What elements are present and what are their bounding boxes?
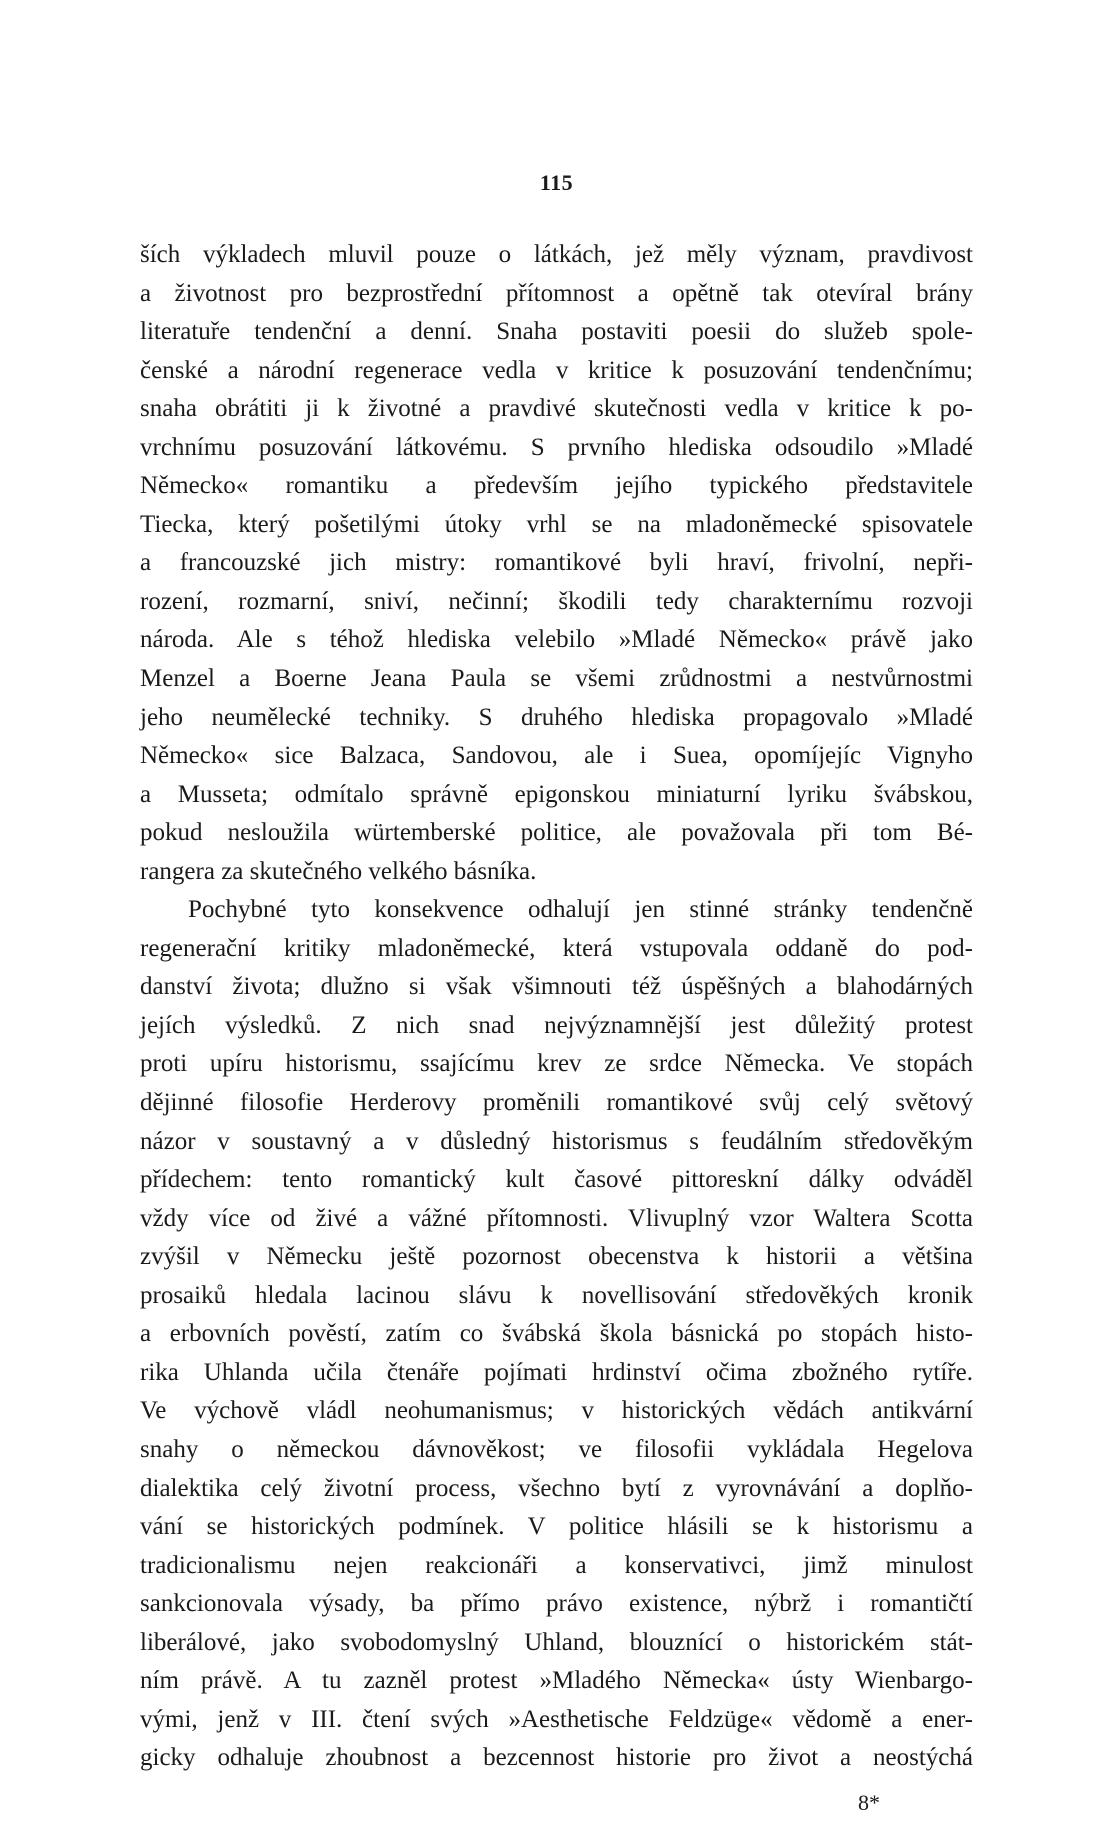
text-line: jeho neumělecké techniky. S druhého hlediska propagovalo »Mladé (140, 703, 973, 731)
text-line: Ve výchově vládl neohumanismus; v historických vědách antikvární (140, 1397, 973, 1425)
text-line: Tiecka, který pošetilými útoky vrhl se na mladoněmecké spisovatele (140, 510, 973, 538)
text-line: rangera za skutečného velkého básníka. (140, 857, 537, 885)
page-number: 115 (539, 170, 574, 195)
text-line: názor v soustavný a v důsledný historismus s feudálním středověkým (140, 1127, 973, 1155)
text-line: snaha obrátiti ji k životné a pravdivé skutečnosti vedla v kritice k po- (140, 395, 973, 423)
text-line: Menzel a Boerne Jeana Paula se všemi zrůdnostmi a nestvůrnostmi (140, 665, 973, 693)
text-line: rika Uhlanda učila čtenáře pojímati hrdinství očima zbožného rytíře. (140, 1358, 973, 1386)
text-line: vždy více od živé a vážné přítomnosti. Vlivuplný vzor Waltera Scotta (140, 1204, 973, 1232)
body-text (140, 236, 973, 1778)
text-line: národa. Ale s téhož hlediska velebilo »Mladé Německo« právě jako (140, 626, 973, 654)
text-line: a francouzské jich mistry: romantikové byli hraví, frivolní, nepři- (140, 549, 973, 577)
text-line: snahy o německou dávnověkost; ve filosofii vykládala Hegelova (140, 1435, 973, 1463)
text-line: danství života; dlužno si však všimnouti též úspěšných a blahodárných (140, 973, 973, 1001)
text-line: Německo« sice Balzaca, Sandovou, ale i Suea, opomíjejíc Vignyho (140, 742, 973, 770)
text-line: a erbovních pověstí, zatím co švábská škola básnická po stopách histo- (140, 1320, 973, 1348)
text-line: přídechem: tento romantický kult časové pittoreskní dálky odváděl (140, 1166, 973, 1194)
text-line: proti upíru historismu, ssajícímu krev ze srdce Německa. Ve stopách (140, 1050, 973, 1078)
text-line: liberálové, jako svobodomyslný Uhland, blouznící o historickém stát- (140, 1628, 973, 1656)
text-line: prosaiků hledala lacinou slávu k novellisování středověkých kronik (140, 1281, 973, 1309)
text-line: sankcionovala výsady, ba přímo právo existence, nýbrž i romantičtí (140, 1590, 973, 1618)
text-line: Německo« romantiku a především jejího typického představitele (140, 472, 973, 500)
text-line: vání se historických podmínek. V politice hlásili se k historismu a (140, 1513, 973, 1541)
signature-mark: 8* (858, 1790, 880, 1815)
text-line: regenerační kritiky mladoněmecké, která vstupovala oddaně do pod- (140, 934, 973, 962)
text-line: gicky odhaluje zhoubnost a bezcennost historie pro život a neostýchá (140, 1744, 973, 1772)
text-line: a Musseta; odmítalo správně epigonskou miniaturní lyriku švábskou, (140, 780, 973, 808)
text-line: jejích výsledků. Z nich snad nejvýznamnější jest důležitý protest (140, 1011, 973, 1039)
text-line: rození, rozmarní, sniví, nečinní; škodili tedy charakternímu rozvoji (140, 587, 973, 615)
text-line: čenské a národní regenerace vedla v kritice k posuzování tendenčnímu; (140, 356, 973, 384)
text-line: zvýšil v Německu ještě pozornost obecenstva k historii a většina (140, 1243, 973, 1271)
text-line: ších výkladech mluvil pouze o látkách, jež měly význam, pravdivost (140, 241, 973, 268)
text-line: Pochybné tyto konsekvence odhalují jen stinné stránky tendenčně (188, 896, 973, 924)
text-line: vrchnímu posuzování látkovému. S prvního hlediska odsoudilo »Mladé (140, 433, 973, 461)
text-line: tradicionalismu nejen reakcionáři a konservativci, jimž minulost (140, 1551, 973, 1579)
text-line: dialektika celý životní process, všechno bytí z vyrovnávání a doplňo- (140, 1474, 973, 1502)
text-line: vými, jenž v III. čtení svých »Aesthetische Feldzüge« vědomě a ener- (140, 1705, 973, 1733)
text-line: dějinné filosofie Herderovy proměnili romantikové svůj celý světový (140, 1089, 973, 1117)
text-line: ním právě. A tu zazněl protest »Mladého Německa« ústy Wienbargo- (140, 1667, 973, 1695)
text-line: a životnost pro bezprostřední přítomnost a opětně tak otevíral brány (140, 279, 973, 307)
text-line: literatuře tendenční a denní. Snaha postaviti poesii do služeb spole- (140, 318, 973, 346)
text-line: pokud nesloužila würtemberské politice, ale považovala při tom Bé- (140, 819, 973, 847)
